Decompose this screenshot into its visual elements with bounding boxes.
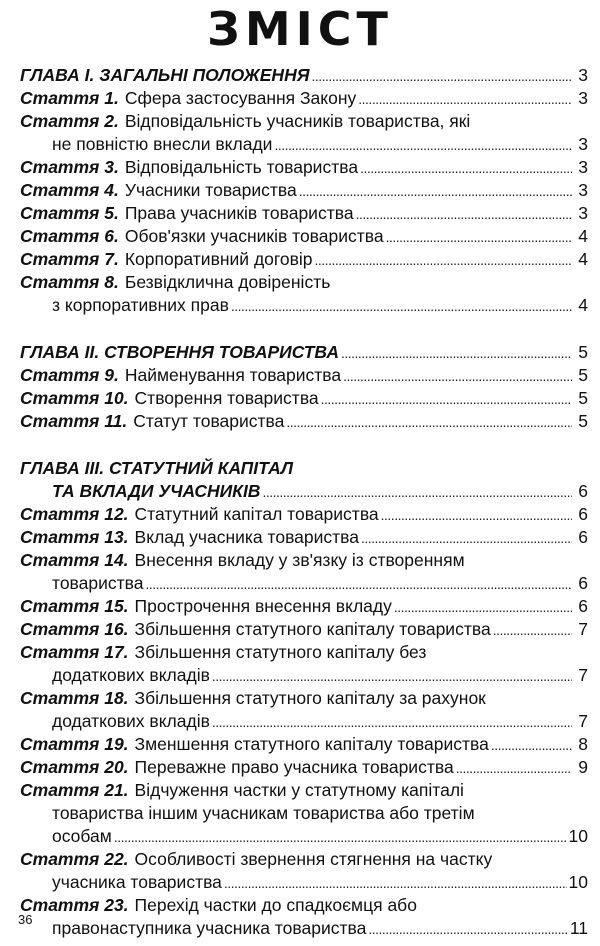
page-ref: 4 xyxy=(578,249,588,269)
toc-line[interactable] xyxy=(20,825,588,848)
dot-leader xyxy=(299,179,572,203)
entry-text: додаткових вкладів xyxy=(52,665,210,685)
article-label: Стаття 6. xyxy=(20,226,119,246)
dot-leader xyxy=(321,387,572,411)
toc-line[interactable] xyxy=(20,179,588,202)
page-number: 36 xyxy=(18,912,33,927)
entry-text: Обов'язки учасників товариства xyxy=(124,226,384,246)
article-label: Стаття 11. xyxy=(20,411,128,431)
article-label: Стаття 3. xyxy=(20,157,119,177)
article-label: Стаття 19. xyxy=(20,734,129,754)
article-label: Стаття 18. xyxy=(20,688,129,708)
page-ref: 10 xyxy=(568,826,588,846)
entry-text: Права учасників товариства xyxy=(124,203,354,223)
page-ref: 4 xyxy=(578,295,588,315)
entry-text: Збільшення статутного капіталу товариства xyxy=(134,619,491,639)
article-label: Стаття 22. xyxy=(20,849,129,869)
dot-leader xyxy=(146,572,573,596)
toc-line[interactable] xyxy=(20,341,588,364)
toc-line[interactable] xyxy=(20,225,588,248)
toc-line[interactable] xyxy=(20,271,588,294)
page-ref: 10 xyxy=(568,872,588,892)
dot-leader xyxy=(381,503,572,527)
dot-leader xyxy=(262,480,572,504)
toc-line[interactable] xyxy=(20,779,588,802)
article-label: Стаття 14. xyxy=(20,550,129,570)
entry-text: особам xyxy=(52,826,112,846)
entry-text: Статутний капітал товариства xyxy=(134,504,379,524)
toc-line[interactable] xyxy=(20,595,588,618)
article-label: Стаття 8. xyxy=(20,272,119,292)
page-ref: 5 xyxy=(578,411,588,431)
article-label: Стаття 10. xyxy=(20,388,129,408)
page-ref: 5 xyxy=(578,342,588,362)
entry-text: не повністю внесли вклади xyxy=(52,134,273,154)
toc-line[interactable] xyxy=(20,641,588,664)
toc-line[interactable] xyxy=(20,410,588,433)
entry-text: Внесення вкладу у зв'язку із створенням xyxy=(134,550,465,570)
entry-text: Статут товариства xyxy=(133,411,285,431)
entry-text: Перехід частки до спадкоємця або xyxy=(134,895,417,915)
toc-line[interactable] xyxy=(20,894,588,917)
dot-leader xyxy=(231,294,572,318)
page-ref: 3 xyxy=(578,134,588,154)
page-ref: 6 xyxy=(578,527,588,547)
toc-line[interactable] xyxy=(20,87,588,110)
entry-text: Вклад учасника товариства xyxy=(134,527,360,547)
dot-leader xyxy=(286,410,572,434)
toc-line[interactable] xyxy=(20,733,588,756)
dot-leader xyxy=(114,825,567,849)
toc-line[interactable] xyxy=(20,618,588,641)
entry-text: Особливості звернення стягнення на частку xyxy=(134,849,493,869)
entry-text: Відчуження частки у статутному капіталі xyxy=(134,780,464,800)
page-ref: 5 xyxy=(578,388,588,408)
article-label: Стаття 13. xyxy=(20,527,129,547)
toc-line[interactable] xyxy=(20,664,588,687)
article-label: Стаття 21. xyxy=(20,780,129,800)
dot-leader xyxy=(386,225,572,249)
toc-line[interactable] xyxy=(20,480,588,503)
article-label: Стаття 1. xyxy=(20,88,119,108)
page-ref: 9 xyxy=(578,757,588,777)
page-ref: 3 xyxy=(578,65,588,85)
entry-text: Зменшення статутного капіталу товариства xyxy=(134,734,489,754)
toc-line[interactable] xyxy=(20,848,588,871)
toc-line[interactable] xyxy=(20,917,588,940)
dot-leader xyxy=(360,156,572,180)
dot-leader xyxy=(274,133,572,157)
section-gap xyxy=(20,433,588,457)
article-label: Стаття 4. xyxy=(20,180,119,200)
toc-line[interactable] xyxy=(20,133,588,156)
dot-leader xyxy=(493,618,572,642)
dot-leader xyxy=(212,710,572,734)
toc-line[interactable] xyxy=(20,110,588,133)
page-ref: 4 xyxy=(578,226,588,246)
dot-leader xyxy=(212,664,572,688)
page-ref: 6 xyxy=(578,481,588,501)
entry-text: товариства іншим учасникам товариства або третім xyxy=(52,803,475,823)
article-label: Стаття 7. xyxy=(20,249,119,269)
dot-leader xyxy=(356,202,572,226)
dot-leader xyxy=(311,64,572,88)
page-ref: 7 xyxy=(578,619,588,639)
article-label: Стаття 12. xyxy=(20,504,129,524)
entry-text: Відповідальність учасників товариства, які xyxy=(124,111,471,131)
toc-line[interactable] xyxy=(20,202,588,225)
toc-line[interactable] xyxy=(20,572,588,595)
toc-line[interactable] xyxy=(20,549,588,572)
entry-text: Сфера застосування Закону xyxy=(124,88,357,108)
toc-line[interactable] xyxy=(20,457,588,480)
entry-text: правонаступника учасника товариства xyxy=(52,918,367,938)
entry-text: Корпоративний договір xyxy=(124,249,313,269)
dot-leader xyxy=(368,917,567,941)
toc-line[interactable] xyxy=(20,710,588,733)
toc-line[interactable] xyxy=(20,871,588,894)
page-ref: 6 xyxy=(578,596,588,616)
article-label: Стаття 9. xyxy=(20,365,119,385)
dot-leader xyxy=(315,248,572,272)
dot-leader xyxy=(456,756,572,780)
dot-leader xyxy=(394,595,572,619)
article-label: Стаття 20. xyxy=(20,757,129,777)
article-label: Стаття 2. xyxy=(20,111,119,131)
toc-line[interactable] xyxy=(20,503,588,526)
page-ref: 3 xyxy=(578,180,588,200)
page-ref: 3 xyxy=(578,157,588,177)
page-ref: 11 xyxy=(569,918,588,938)
table-of-contents xyxy=(20,64,588,940)
entry-text: Збільшення статутного капіталу без xyxy=(134,642,427,662)
entry-text: Прострочення внесення вкладу xyxy=(134,596,392,616)
page-ref: 7 xyxy=(578,665,588,685)
entry-text: Найменування товариства xyxy=(124,365,342,385)
entry-text: Збільшення статутного капіталу за рахунок xyxy=(134,688,486,708)
dot-leader xyxy=(491,733,572,757)
page-ref: 6 xyxy=(578,504,588,524)
section-gap xyxy=(20,317,588,341)
entry-text: Безвідклична довіреність xyxy=(124,272,331,292)
page-title: ЗМІСТ xyxy=(207,2,393,56)
chapter-heading: ГЛАВА ІІ. СТВОРЕННЯ ТОВАРИСТВА xyxy=(20,342,340,362)
article-label: Стаття 16. xyxy=(20,619,129,639)
toc-line[interactable] xyxy=(20,526,588,549)
page-ref: 3 xyxy=(578,88,588,108)
page-ref: 5 xyxy=(578,365,588,385)
page-ref: 7 xyxy=(578,711,588,731)
article-label: Стаття 17. xyxy=(20,642,129,662)
page-ref: 3 xyxy=(578,203,588,223)
entry-text: Учасники товариства xyxy=(124,180,297,200)
entry-text: Відповідальність товариства xyxy=(124,157,359,177)
dot-leader xyxy=(343,364,572,388)
dot-leader xyxy=(341,341,572,365)
toc-line[interactable] xyxy=(20,756,588,779)
toc-line[interactable] xyxy=(20,294,588,317)
chapter-heading-continued: ТА ВКЛАДИ УЧАСНИКІВ xyxy=(52,481,261,501)
dot-leader xyxy=(358,87,572,111)
dot-leader xyxy=(224,871,567,895)
article-label: Стаття 15. xyxy=(20,596,129,616)
toc-line[interactable] xyxy=(20,387,588,410)
chapter-heading: ГЛАВА ІІІ. СТАТУТНИЙ КАПІТАЛ xyxy=(20,458,294,478)
article-label: Стаття 23. xyxy=(20,895,129,915)
page-ref: 6 xyxy=(578,573,588,593)
toc-line[interactable] xyxy=(20,156,588,179)
entry-text: учасника товариства xyxy=(52,872,222,892)
toc-line[interactable] xyxy=(20,364,588,387)
toc-line[interactable] xyxy=(20,802,588,825)
entry-text: Переважне право учасника товариства xyxy=(134,757,454,777)
article-label: Стаття 5. xyxy=(20,203,119,223)
entry-text: товариства xyxy=(52,573,144,593)
toc-line[interactable] xyxy=(20,248,588,271)
toc-line[interactable] xyxy=(20,64,588,87)
toc-line[interactable] xyxy=(20,687,588,710)
entry-text: додаткових вкладів xyxy=(52,711,210,731)
entry-text: з корпоративних прав xyxy=(52,295,229,315)
dot-leader xyxy=(361,526,572,550)
chapter-heading: ГЛАВА І. ЗАГАЛЬНІ ПОЛОЖЕННЯ xyxy=(20,65,310,85)
page-ref: 8 xyxy=(578,734,588,754)
entry-text: Створення товариства xyxy=(134,388,319,408)
